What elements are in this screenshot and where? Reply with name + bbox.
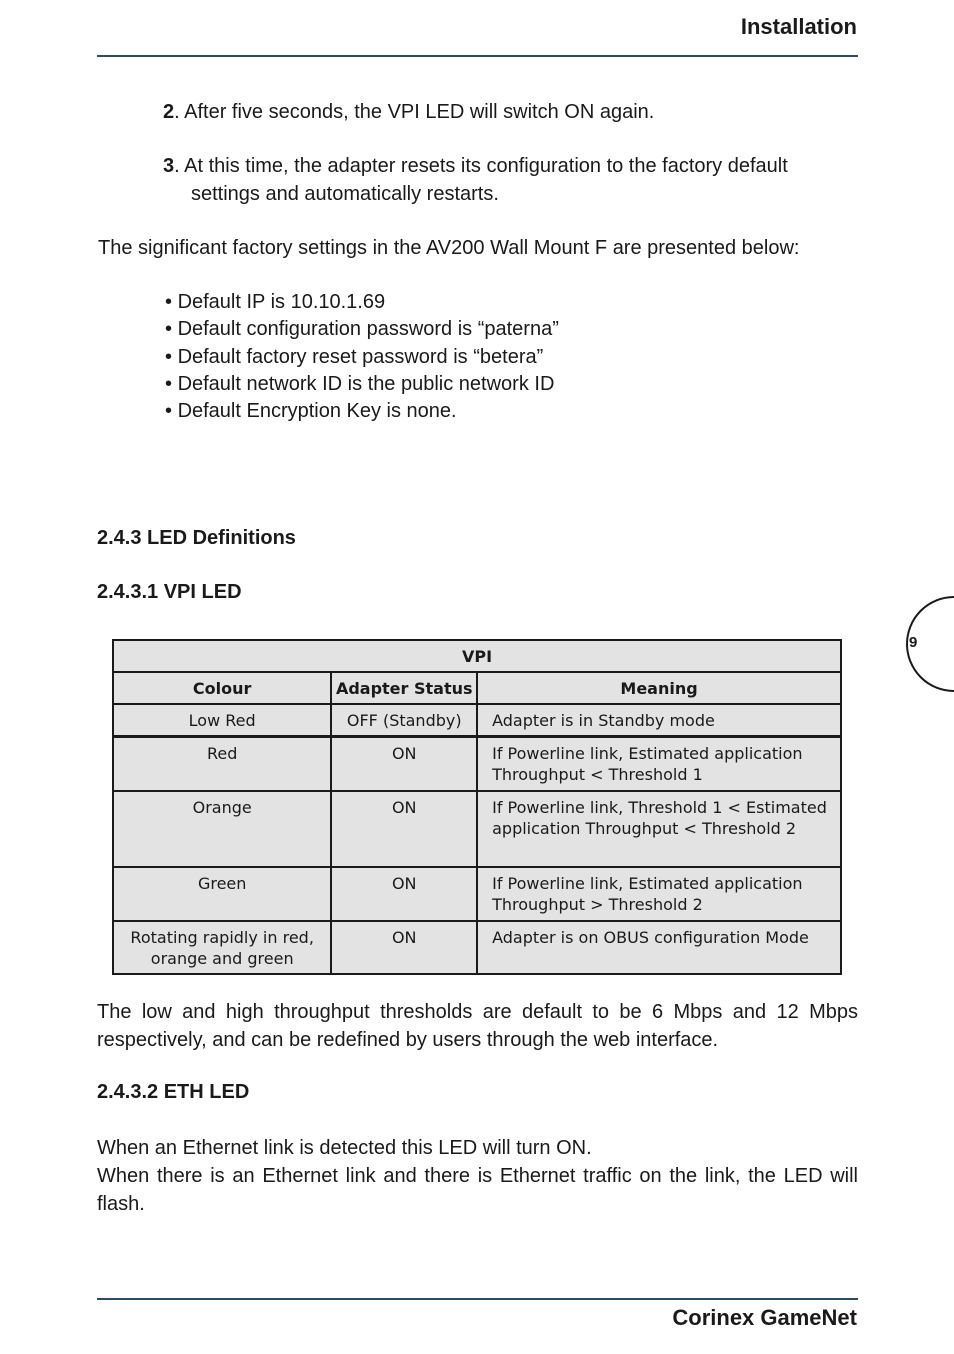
- status-cell: OFF (Standby): [331, 704, 477, 737]
- step-2: [163, 98, 858, 126]
- list-item: • Default Encryption Key is none.: [165, 398, 559, 425]
- table-header-row: [113, 672, 841, 704]
- table-row: [113, 704, 841, 737]
- step-3: [163, 152, 858, 208]
- running-footer: Corinex GameNet: [672, 1305, 857, 1330]
- status-cell: ON: [331, 791, 477, 867]
- vpi-led-table: [112, 639, 842, 975]
- eth-paragraph-1: When an Ethernet link is detected this LED will turn ON.: [97, 1137, 592, 1159]
- intro-paragraph: The significant factory settings in the AV200 Wall Mount F are presented below:: [98, 237, 800, 259]
- status-cell: ON: [331, 867, 477, 921]
- list-item: • Default network ID is the public network ID: [165, 371, 559, 398]
- step-number: 2: [163, 101, 175, 123]
- list-item: • Default configuration password is “paterna”: [165, 316, 559, 343]
- section-heading-led-definitions: 2.4.3 LED Definitions: [97, 527, 296, 549]
- defaults-list: [165, 289, 559, 425]
- table-row: [113, 737, 841, 791]
- column-header: Colour: [113, 672, 331, 704]
- section-heading-vpi-led: 2.4.3.1 VPI LED: [97, 581, 242, 603]
- colour-cell: Green: [113, 867, 331, 921]
- table-row: [113, 867, 841, 921]
- list-item: • Default IP is 10.10.1.69: [165, 289, 559, 316]
- column-header: Adapter Status: [331, 672, 477, 704]
- table-title-row: [113, 640, 841, 672]
- colour-cell: Red: [113, 737, 331, 791]
- list-item: • Default factory reset password is “betera”: [165, 344, 559, 371]
- running-header: Installation: [740, 14, 857, 39]
- section-heading-eth-led: 2.4.3.2 ETH LED: [97, 1081, 250, 1103]
- step-text: . At this time, the adapter resets its configuration to the factory default: [174, 155, 788, 177]
- footer-rule: [97, 1298, 858, 1300]
- header-rule: [97, 55, 858, 57]
- meaning-cell: If Powerline link, Estimated application Throughput > Threshold 2: [477, 867, 841, 921]
- thresholds-paragraph: The low and high throughput thresholds are default to be 6 Mbps and 12 Mbps respectively, and can be redefined by users through the web interface.: [97, 1001, 858, 1051]
- eth-paragraph-2: When there is an Ethernet link and there is Ethernet traffic on the link, the LED will flash.: [97, 1165, 858, 1215]
- step-text: . After five seconds, the VPI LED will switch ON again.: [174, 101, 655, 123]
- colour-cell: Rotating rapidly in red, orange and green: [113, 921, 331, 974]
- status-cell: ON: [331, 737, 477, 791]
- meaning-cell: Adapter is in Standby mode: [477, 704, 841, 737]
- meaning-cell: If Powerline link, Threshold 1 < Estimated application Throughput < Threshold 2: [477, 791, 841, 867]
- step-number: 3: [163, 155, 175, 177]
- page-number: 9: [909, 634, 918, 651]
- colour-cell: Orange: [113, 791, 331, 867]
- colour-cell: Low Red: [113, 704, 331, 737]
- table-row: [113, 921, 841, 974]
- table-row: [113, 791, 841, 867]
- meaning-cell: If Powerline link, Estimated application Throughput < Threshold 1: [477, 737, 841, 791]
- status-cell: ON: [331, 921, 477, 974]
- table-title: VPI: [113, 640, 841, 672]
- meaning-cell: Adapter is on OBUS configuration Mode: [477, 921, 841, 974]
- column-header: Meaning: [477, 672, 841, 704]
- step-text-continued: settings and automatically restarts.: [191, 183, 499, 205]
